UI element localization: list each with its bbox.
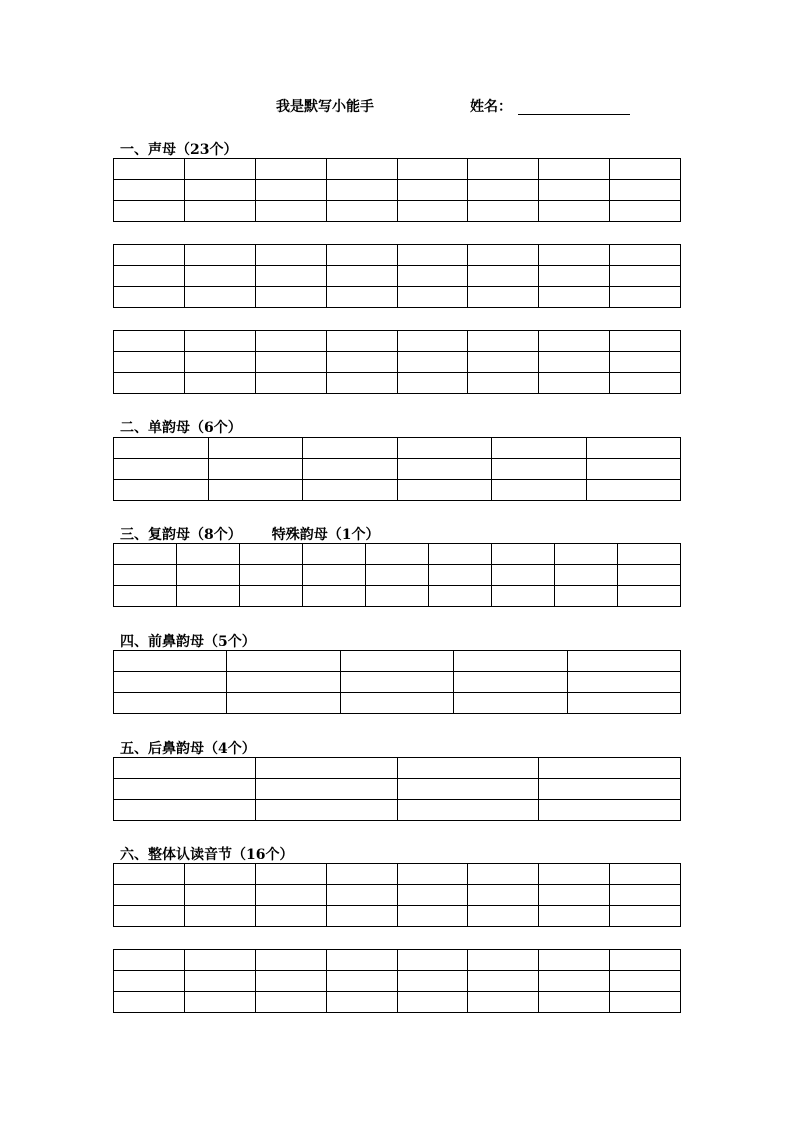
writing-cell[interactable] [208, 438, 303, 459]
writing-cell[interactable] [184, 864, 255, 885]
writing-cell[interactable] [468, 864, 539, 885]
writing-grid-compound-finals [113, 543, 681, 607]
writing-cell[interactable] [610, 906, 681, 927]
writing-cell[interactable] [539, 971, 610, 992]
writing-cell[interactable] [567, 693, 680, 714]
writing-cell[interactable] [468, 992, 539, 1013]
writing-cell[interactable] [397, 373, 468, 394]
grid-row [114, 480, 681, 501]
writing-cell[interactable] [240, 565, 303, 586]
writing-cell[interactable] [539, 287, 610, 308]
grid-row [114, 779, 681, 800]
writing-cell[interactable] [397, 906, 468, 927]
section-heading-back-nasal-finals: 五、后鼻韵母（4个） [120, 741, 256, 757]
writing-cell[interactable] [326, 331, 397, 352]
writing-cell[interactable] [177, 544, 240, 565]
writing-cell[interactable] [610, 201, 681, 222]
grid-row [114, 864, 681, 885]
writing-cell[interactable] [184, 992, 255, 1013]
writing-cell[interactable] [397, 885, 468, 906]
grid-row [114, 693, 681, 714]
section-heading-simple-finals: 二、单韵母（6个） [120, 420, 242, 436]
writing-cell[interactable] [555, 586, 618, 607]
writing-cell[interactable] [184, 287, 255, 308]
writing-cell[interactable] [303, 459, 398, 480]
writing-cell[interactable] [326, 992, 397, 1013]
writing-grid-front-nasal-finals [113, 650, 681, 714]
name-field[interactable] [518, 114, 630, 115]
writing-cell[interactable] [255, 864, 326, 885]
writing-cell[interactable] [397, 992, 468, 1013]
writing-cell[interactable] [397, 201, 468, 222]
grid-row [114, 950, 681, 971]
writing-cell[interactable] [468, 201, 539, 222]
writing-cell[interactable] [114, 906, 185, 927]
page-title: 我是默写小能手 [276, 99, 374, 115]
writing-cell[interactable] [539, 352, 610, 373]
grid-row [114, 971, 681, 992]
writing-cell[interactable] [255, 245, 326, 266]
writing-cell[interactable] [618, 586, 681, 607]
writing-cell[interactable] [184, 266, 255, 287]
writing-cell[interactable] [539, 180, 610, 201]
writing-cell[interactable] [468, 266, 539, 287]
writing-cell[interactable] [114, 779, 256, 800]
grid-row [114, 159, 681, 180]
writing-cell[interactable] [326, 266, 397, 287]
writing-cell[interactable] [397, 287, 468, 308]
grid-row [114, 586, 681, 607]
writing-cell[interactable] [114, 693, 227, 714]
writing-grid-initials-1 [113, 158, 681, 222]
writing-cell[interactable] [114, 864, 185, 885]
writing-cell[interactable] [184, 906, 255, 927]
writing-cell[interactable] [255, 331, 326, 352]
grid-row [114, 459, 681, 480]
writing-cell[interactable] [326, 864, 397, 885]
writing-cell[interactable] [397, 352, 468, 373]
grid-row [114, 758, 681, 779]
writing-cell[interactable] [610, 352, 681, 373]
writing-cell[interactable] [114, 950, 185, 971]
writing-cell[interactable] [397, 758, 539, 779]
writing-cell[interactable] [539, 950, 610, 971]
writing-cell[interactable] [114, 331, 185, 352]
writing-cell[interactable] [567, 672, 680, 693]
writing-cell[interactable] [468, 971, 539, 992]
writing-cell[interactable] [539, 992, 610, 1013]
writing-cell[interactable] [326, 950, 397, 971]
writing-cell[interactable] [366, 586, 429, 607]
writing-cell[interactable] [610, 971, 681, 992]
writing-cell[interactable] [610, 331, 681, 352]
writing-cell[interactable] [539, 779, 681, 800]
writing-cell[interactable] [492, 438, 587, 459]
writing-cell[interactable] [114, 758, 256, 779]
writing-cell[interactable] [492, 480, 587, 501]
writing-cell[interactable] [555, 544, 618, 565]
writing-cell[interactable] [303, 544, 366, 565]
writing-cell[interactable] [397, 245, 468, 266]
writing-cell[interactable] [492, 586, 555, 607]
writing-cell[interactable] [114, 201, 185, 222]
writing-cell[interactable] [610, 266, 681, 287]
writing-cell[interactable] [366, 544, 429, 565]
writing-cell[interactable] [340, 672, 453, 693]
writing-cell[interactable] [208, 480, 303, 501]
writing-cell[interactable] [184, 180, 255, 201]
writing-cell[interactable] [184, 159, 255, 180]
special-final-label: 特殊韵母（1个） [271, 527, 380, 543]
writing-cell[interactable] [586, 480, 681, 501]
writing-cell[interactable] [255, 373, 326, 394]
writing-cell[interactable] [429, 586, 492, 607]
writing-cell[interactable] [468, 885, 539, 906]
writing-cell[interactable] [539, 885, 610, 906]
writing-cell[interactable] [567, 651, 680, 672]
writing-cell[interactable] [468, 906, 539, 927]
grid-row [114, 992, 681, 1013]
writing-cell[interactable] [227, 672, 340, 693]
writing-cell[interactable] [397, 266, 468, 287]
writing-cell[interactable] [397, 438, 492, 459]
writing-cell[interactable] [184, 245, 255, 266]
writing-cell[interactable] [255, 800, 397, 821]
writing-cell[interactable] [539, 159, 610, 180]
writing-cell[interactable] [114, 352, 185, 373]
writing-cell[interactable] [114, 373, 185, 394]
grid-row [114, 672, 681, 693]
title-row [0, 96, 793, 118]
grid-row [114, 906, 681, 927]
grid-row [114, 331, 681, 352]
writing-grid-initials-2 [113, 244, 681, 308]
writing-cell[interactable] [586, 459, 681, 480]
writing-cell[interactable] [468, 950, 539, 971]
writing-cell[interactable] [114, 480, 209, 501]
writing-cell[interactable] [227, 651, 340, 672]
writing-cell[interactable] [114, 651, 227, 672]
grid-row [114, 885, 681, 906]
writing-cell[interactable] [114, 245, 185, 266]
writing-cell[interactable] [610, 885, 681, 906]
writing-cell[interactable] [255, 201, 326, 222]
writing-grid-simple-finals [113, 437, 681, 501]
writing-cell[interactable] [539, 331, 610, 352]
writing-cell[interactable] [492, 459, 587, 480]
section-heading-front-nasal-finals: 四、前鼻韵母（5个） [120, 634, 256, 650]
writing-cell[interactable] [326, 201, 397, 222]
writing-cell[interactable] [397, 180, 468, 201]
writing-cell[interactable] [468, 180, 539, 201]
writing-cell[interactable] [539, 864, 610, 885]
writing-cell[interactable] [114, 565, 177, 586]
writing-cell[interactable] [114, 992, 185, 1013]
writing-cell[interactable] [114, 544, 177, 565]
writing-cell[interactable] [255, 885, 326, 906]
writing-cell[interactable] [255, 180, 326, 201]
writing-cell[interactable] [468, 159, 539, 180]
section-heading-whole-syllables: 六、整体认读音节（16个） [120, 847, 294, 863]
writing-cell[interactable] [255, 352, 326, 373]
writing-cell[interactable] [184, 331, 255, 352]
writing-cell[interactable] [255, 779, 397, 800]
writing-grid-initials-3 [113, 330, 681, 394]
writing-cell[interactable] [114, 672, 227, 693]
writing-cell[interactable] [255, 159, 326, 180]
writing-cell[interactable] [326, 159, 397, 180]
section-heading-initials: 一、声母（23个） [120, 142, 238, 158]
writing-cell[interactable] [326, 245, 397, 266]
writing-cell[interactable] [610, 864, 681, 885]
writing-cell[interactable] [326, 885, 397, 906]
writing-cell[interactable] [555, 565, 618, 586]
writing-cell[interactable] [255, 971, 326, 992]
writing-cell[interactable] [539, 758, 681, 779]
writing-cell[interactable] [326, 971, 397, 992]
writing-cell[interactable] [240, 586, 303, 607]
writing-cell[interactable] [326, 352, 397, 373]
grid-row [114, 544, 681, 565]
writing-cell[interactable] [454, 651, 567, 672]
writing-cell[interactable] [492, 544, 555, 565]
writing-cell[interactable] [397, 864, 468, 885]
writing-cell[interactable] [240, 544, 303, 565]
writing-cell[interactable] [114, 159, 185, 180]
writing-cell[interactable] [255, 266, 326, 287]
writing-cell[interactable] [397, 800, 539, 821]
writing-cell[interactable] [303, 586, 366, 607]
writing-cell[interactable] [539, 373, 610, 394]
grid-row [114, 201, 681, 222]
writing-cell[interactable] [539, 245, 610, 266]
writing-cell[interactable] [227, 693, 340, 714]
writing-cell[interactable] [114, 180, 185, 201]
writing-cell[interactable] [177, 586, 240, 607]
writing-cell[interactable] [255, 950, 326, 971]
writing-cell[interactable] [114, 287, 185, 308]
grid-row [114, 565, 681, 586]
writing-cell[interactable] [397, 971, 468, 992]
writing-cell[interactable] [429, 565, 492, 586]
writing-cell[interactable] [539, 800, 681, 821]
writing-cell[interactable] [610, 245, 681, 266]
writing-cell[interactable] [255, 906, 326, 927]
writing-cell[interactable] [610, 373, 681, 394]
grid-row [114, 266, 681, 287]
writing-cell[interactable] [184, 352, 255, 373]
writing-cell[interactable] [255, 287, 326, 308]
grid-row [114, 245, 681, 266]
writing-cell[interactable] [114, 459, 209, 480]
writing-cell[interactable] [326, 906, 397, 927]
writing-cell[interactable] [468, 287, 539, 308]
writing-cell[interactable] [397, 331, 468, 352]
name-label: 姓名： [470, 99, 512, 115]
writing-cell[interactable] [454, 693, 567, 714]
writing-cell[interactable] [618, 565, 681, 586]
writing-cell[interactable] [340, 693, 453, 714]
compound-finals-label: 三、复韵母（8个） [120, 527, 242, 543]
writing-cell[interactable] [454, 672, 567, 693]
writing-cell[interactable] [208, 459, 303, 480]
writing-cell[interactable] [114, 800, 256, 821]
writing-cell[interactable] [468, 331, 539, 352]
writing-grid-back-nasal-finals [113, 757, 681, 821]
writing-cell[interactable] [303, 438, 398, 459]
writing-cell[interactable] [303, 480, 398, 501]
grid-row [114, 438, 681, 459]
writing-cell[interactable] [610, 287, 681, 308]
writing-cell[interactable] [326, 373, 397, 394]
grid-row [114, 651, 681, 672]
writing-cell[interactable] [397, 480, 492, 501]
writing-grid-whole-syllables-1 [113, 863, 681, 927]
writing-cell[interactable] [326, 180, 397, 201]
writing-cell[interactable] [397, 950, 468, 971]
writing-cell[interactable] [326, 287, 397, 308]
writing-cell[interactable] [255, 992, 326, 1013]
writing-cell[interactable] [177, 565, 240, 586]
writing-cell[interactable] [539, 906, 610, 927]
writing-cell[interactable] [539, 201, 610, 222]
writing-cell[interactable] [397, 779, 539, 800]
writing-grid-whole-syllables-2 [113, 949, 681, 1013]
writing-cell[interactable] [610, 950, 681, 971]
writing-cell[interactable] [303, 565, 366, 586]
writing-cell[interactable] [492, 565, 555, 586]
writing-cell[interactable] [610, 180, 681, 201]
writing-cell[interactable] [184, 971, 255, 992]
writing-cell[interactable] [114, 438, 209, 459]
writing-cell[interactable] [255, 758, 397, 779]
writing-cell[interactable] [340, 651, 453, 672]
writing-cell[interactable] [397, 159, 468, 180]
grid-row [114, 180, 681, 201]
writing-cell[interactable] [610, 159, 681, 180]
writing-cell[interactable] [184, 373, 255, 394]
writing-cell[interactable] [114, 971, 185, 992]
grid-row [114, 352, 681, 373]
grid-row [114, 800, 681, 821]
writing-cell[interactable] [429, 544, 492, 565]
writing-cell[interactable] [468, 373, 539, 394]
writing-cell[interactable] [397, 459, 492, 480]
writing-cell[interactable] [610, 992, 681, 1013]
writing-cell[interactable] [468, 352, 539, 373]
section-heading-compound-finals [120, 524, 380, 544]
writing-cell[interactable] [184, 885, 255, 906]
writing-cell[interactable] [114, 586, 177, 607]
writing-cell[interactable] [468, 245, 539, 266]
writing-cell[interactable] [366, 565, 429, 586]
writing-cell[interactable] [114, 885, 185, 906]
writing-cell[interactable] [539, 266, 610, 287]
writing-cell[interactable] [184, 201, 255, 222]
writing-cell[interactable] [184, 950, 255, 971]
grid-row [114, 287, 681, 308]
writing-cell[interactable] [618, 544, 681, 565]
writing-cell[interactable] [586, 438, 681, 459]
writing-cell[interactable] [114, 266, 185, 287]
grid-row [114, 373, 681, 394]
